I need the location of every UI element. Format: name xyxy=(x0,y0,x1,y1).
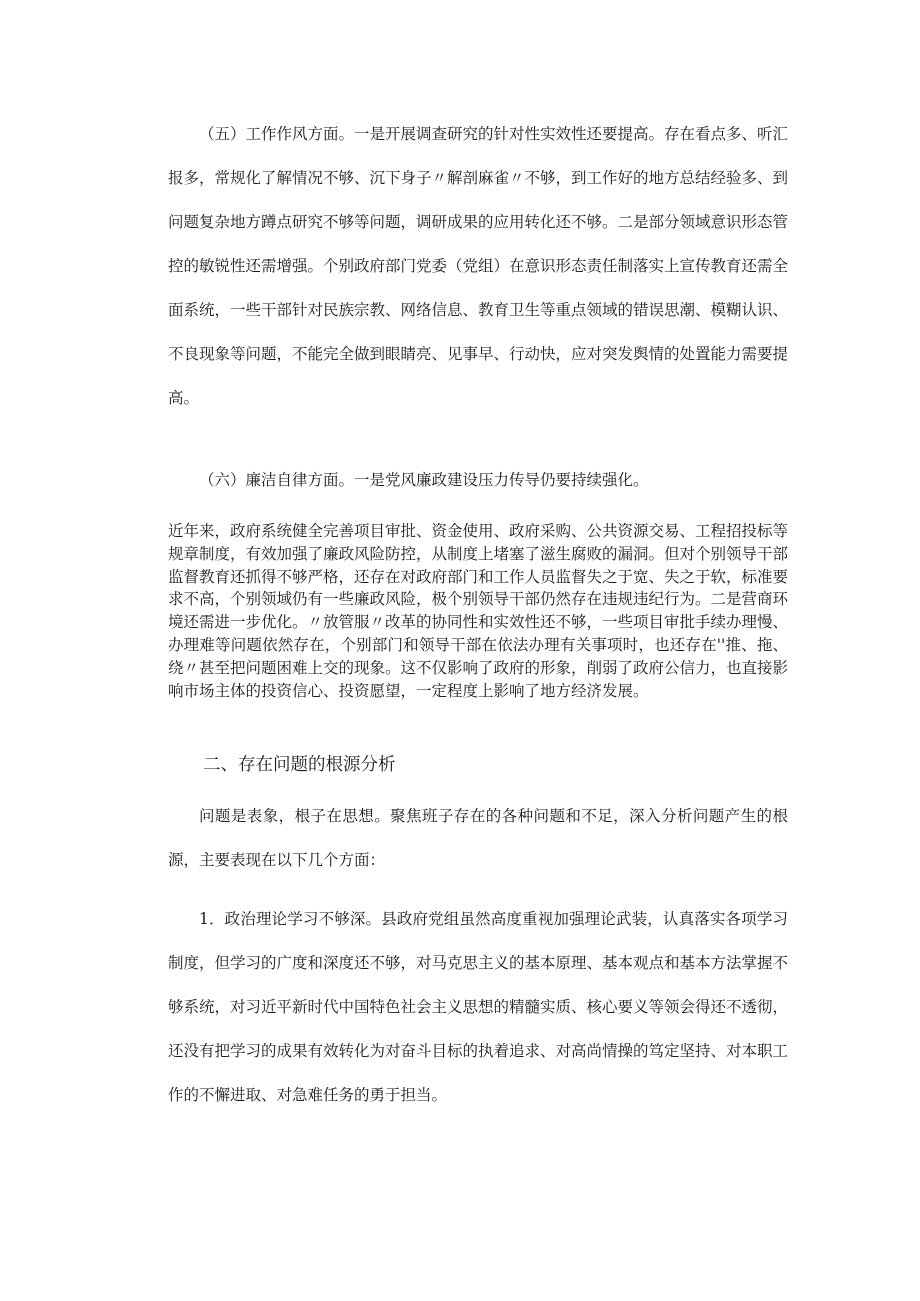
paragraph-work-style: （五）工作作风方面。一是开展调查研究的针对性实效性还要提高。存在看点多、听汇报多，常规化了解情况不够、沉下身子〃解剖麻雀〃不够，到工作好的地方总结经验多、到问题复杂地方蹲点研究不够等问题，调研成果的应用转化还不够。二是部分领域意识形态管控的敏锐性还需增强。个别政府部门党委（党组）在意识形态责任制落实上宣传教育还需全面系统，一些干部针对民族宗教、网络信息、教育卫生等重点领域的错误思潮、模糊认识、不良现象等问题，不能完全做到眼睛亮、见事早、行动快，应对突发舆情的处置能力需要提高。 xyxy=(168,125,789,407)
paragraph-integrity: （六）廉洁自律方面。一是党风廉政建设压力传导仍要持续强化。 xyxy=(199,471,649,489)
paragraph-integrity-detail: 近年来，政府系统健全完善项目审批、资金使用、政府采购、公共资源交易、工程招投标等规章制度，有效加强了廉政风险防控，从制度上堵塞了滋生腐败的漏洞。但对个别领导干部监督教育还抓得不够严格，还存在对政府部门和工作人员监督失之于宽、失之于软，标准要求不高，个别领域仍有一些廉政风险，极个别领导干部仍然存在违规违纪行为。二是营商环境还需进一步优化。〃放管服〃改革的协同性和实效性还不够，一些项目审批手续办理慢、办理难等问题依然存在，个别部门和领导干部在依法办理有关事项时，也还存在''推、拖、绕〃甚至把问题困难上交的现象。这不仅影响了政府的形象，削弱了政府公信力，也直接影响市场主体的投资信心、投资愿望，一定程度上影响了地方经济发展。 xyxy=(168,522,789,700)
paragraph-root-cause-intro: 问题是表象，根子在思想。聚焦班子存在的各种问题和不足，深入分析问题产生的根源，主要表现在以下几个方面： xyxy=(168,807,788,869)
paragraph-theory-study: 1．政治理论学习不够深。县政府党组虽然高度重视加强理论武装，认真落实各项学习制度，但学习的广度和深度还不够，对马克思主义的基本原理、基本观点和基本方法掌握不够系统，对习近平新时代中国特色社会主义思想的精髓实质、核心要义等领会得还不透彻，还没有把学习的成果有效转化为对奋斗目标的执着追求、对高尚情操的笃定坚持、对本职工作的不懈进取、对急难任务的勇于担当。 xyxy=(168,910,789,1104)
section-heading: 二、存在问题的根源分析 xyxy=(203,755,396,775)
